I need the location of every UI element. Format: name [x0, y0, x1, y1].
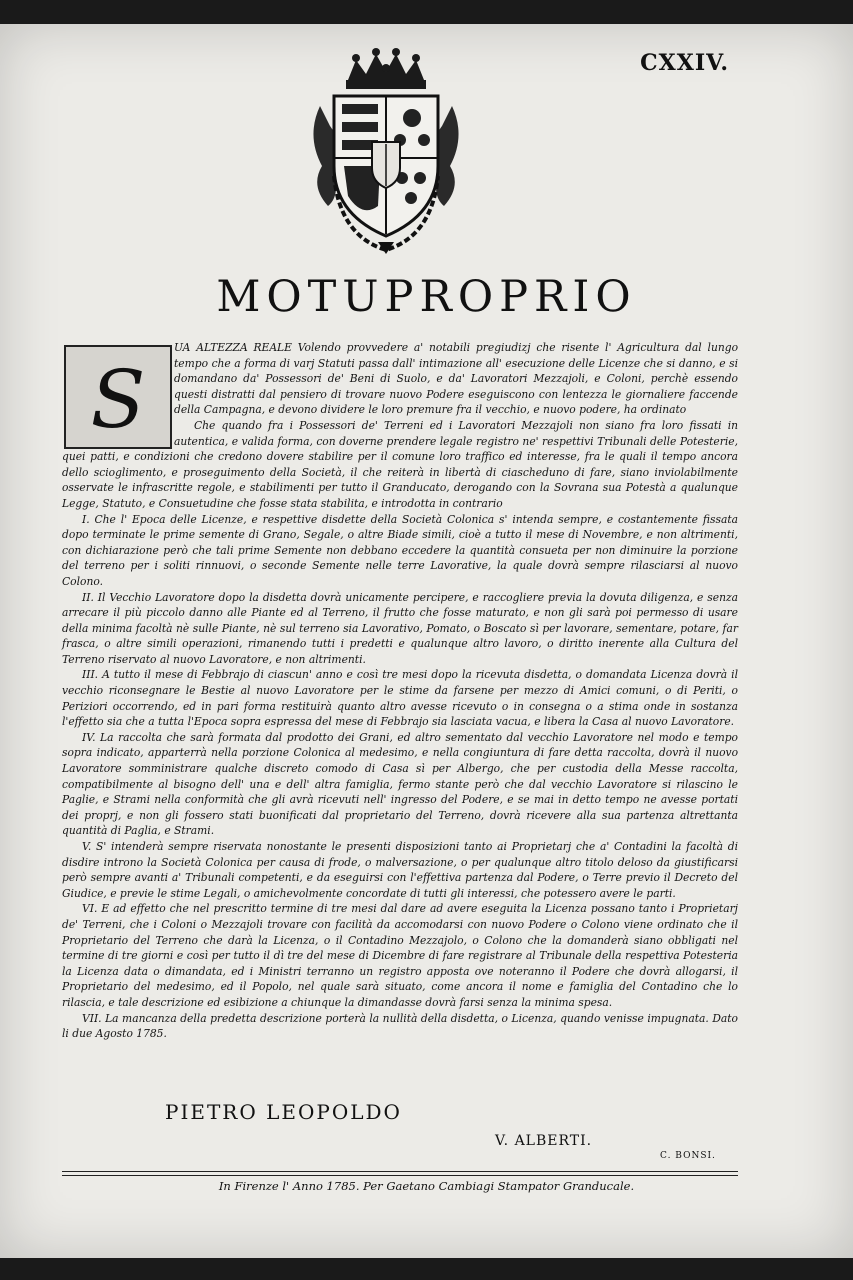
decorated-initial-letter: S: [90, 353, 146, 446]
article-paragraph-5: V. S' intenderà sempre riservata nonostante le presenti disposizioni tanto ai Proprietarj che a' Contadini la facoltà di disdire introno la Società Colonica per causa di frode, o malversazione, o per qualunque altro titolo deloso da giustificarsi però sempre avanti a' Tribunali competenti, e da eseguirsi con l'effettiva partenza dal Podere, o Terre previo il Decreto del Giudice, e previe le stime Legali, o amichevolmente concordate di tutti gli interessi, che potessero avere le parti.: [62, 840, 738, 900]
preamble-paragraph: UA ALTEZZA REALE Volendo provvedere a' notabili pregiudizj che risente l' Agricultura dal lungo tempo che a forma di varj Statuti passa dall' intimazione all' esecuzione delle Licenze che si danno, e si domandano da' Possessori de' Beni di Suolo, e da' Lavoratori Mezzajoli, e Coloni, perchè essendo questi distratti dal pensiero di trovare nuovo Podere eseguiscono con lentezza le giornaliere faccende della Campagna, e devono dividere le loro premure fra il vecchio, e nuovo podere, ha ordinato: [174, 341, 738, 417]
decree-sheet: [0, 24, 853, 1258]
article-paragraph-6: VI. E ad effetto che nel prescritto termine di tre mesi dal dare ad avere eseguita la Licenza possano tanto i Proprietarj de' Terreni, che i Coloni o Mezzajoli trovare con facilità da accomodarsi con nuovo Podere o Colono viene ordinato che il Proprietario del Terreno che darà la Licenza, o il Contadino Mezzajolo, o Colono che la domanderà siano obbligati nel termine di tre giorni e così per tutto il dì tre del mese di Dicembre di fare registrare al Tribunale della respettiva Potesteria la Licenza data o dimandata, ed i Ministri terranno un registro apposta ove noteranno il Podere che dovrà allogarsi, il Proprietario del medesimo, ed il Popolo, nel quale sarà situato, come ancora il nome e famiglia del Contadino che lo rilascia, e tale descrizione ed esibizione a chiunque la dimandasse dovrà farsi senza la minima spesa.: [62, 902, 738, 1009]
article-paragraph-4: IV. La raccolta che sarà formata dal prodotto dei Grani, ed altro sementato dal vecchio Lavoratore nel modo e tempo sopra indicato, apparterrà nella porzione Colonica al medesimo, e nella congiuntura di fare detta raccolta, dovrà il nuovo Lavoratore somministrare qualche discreto comodo di Casa sì per Albergo, che per custodia della Messe raccolta, compatibilmente al bisogno dell' una e dell' altra famiglia, fermo stante però che dal vecchio Lavoratore si rilascino le Paglie, e Strami nella conformità che gli avrà ricevuti nell' ingresso del Podere, e se mai in detto tempo ne avesse portati dei proprj, e non gli fossero stati buonificati dal proprietario del Terreno, dovrà ricevere alla sua partenza altrettanta quantità di Paglia, e Strami.: [62, 730, 738, 838]
article-paragraph-1: I. Che l' Epoca delle Licenze, e respettive disdette della Società Colonica s' intenda sempre, e costantemente fissata dopo terminate le prime semente di Grano, Segale, o altre Biade simili, cioè a tutto il mese di Novembre, e non altrimenti, con dichiarazione però che tali prime Semente non debbano eccedere la quantità consueta per non diminuire la porzione del terreno per i soliti rinnuovi, o seconde Semente nelle terre Lavorative, la quale dovrà sempre rilasciarsi al nuovo Colono.: [62, 512, 738, 588]
countersignature: V. ALBERTI.: [495, 1133, 593, 1149]
printer-imprint: In Firenze l' Anno 1785. Per Gaetano Cambiagi Stampator Granducale.: [218, 1179, 635, 1193]
sovereign-signature: PIETRO LEOPOLDO: [165, 1100, 402, 1124]
decree-title: MOTUPROPRIO: [216, 272, 637, 322]
article-paragraph-3: III. A tutto il mese di Febbrajo di ciascun' anno e così tre mesi dopo la ricevuta disdetta, o domandata Licenza dovrà il vecchio riconsegnare le Bestie al nuovo Lavoratore per le stime da farsene per mezzo di Amici comuni, o di Periti, o Periziori occorrendo, ed in pari forma restituirà quanto altro avesse ricevuto o in consegna o a stima onde in sostanza l'effetto sia che a tutta l'Epoca sopra espressa del mese di Febbrajo sia lasciata vacua, e libera la Casa al nuovo Lavoratore.: [62, 668, 738, 729]
decree-body: [62, 340, 738, 1042]
document-number: CXXIV.: [640, 50, 729, 76]
grand-ducal-coat-of-arms-icon: [300, 46, 472, 256]
article-paragraph-2: II. Il Vecchio Lavoratore dopo la disdetta dovrà unicamente percipere, e raccogliere previa la dovuta diligenza, e senza arrecare il più piccolo danno alle Piante ed al Terreno, il frutto che fosse maturato, e non gli sarà poi permesso di usare della minima facoltà nè sulle Piante, nè sul terreno sia Lavorativo, Pomato, o Boscato sì per lavorare, sementare, potare, far frasca, o altre simili operazioni, rimanendo tutti i predetti e qualunque altro lavoro, o diritto inerente alla Cultura del Terreno riservato al nuovo Lavoratore, e non altrimenti.: [62, 590, 738, 666]
secretary-signature: C. BONSI.: [660, 1151, 716, 1161]
divider-rule: [62, 1171, 738, 1172]
decree-paragraph: Che quando fra i Possessori de' Terreni ed i Lavoratori Mezzajoli non siano fra loro fissati in autentica, e valida forma, con doverne prendere legale registro ne' respettivi Tribunali delle Potesterie, quei patti, e condizioni che credono dovere stabilire per il comune loro traffico ed interesse, fra le quali il tempo ancora dello scioglimento, e proseguimento della Società, il che reiterà in libertà di ciascheduno di fare, siano inviolabilmente osservate le infrascritte regole, e stabilimenti per tutto il Granducato, derogando con la Sovrana sua Potestà a qualunque Legge, Statuto, e Consuetudine che fosse stata stabilita, e introdotta in contrario: [62, 418, 738, 510]
divider-rule: [62, 1175, 738, 1176]
article-paragraph-7: VII. La mancanza della predetta descrizione porterà la nullità della disdetta, o Licenza, quando venisse impugnata. Dato li due Agosto 1785.: [62, 1011, 738, 1041]
